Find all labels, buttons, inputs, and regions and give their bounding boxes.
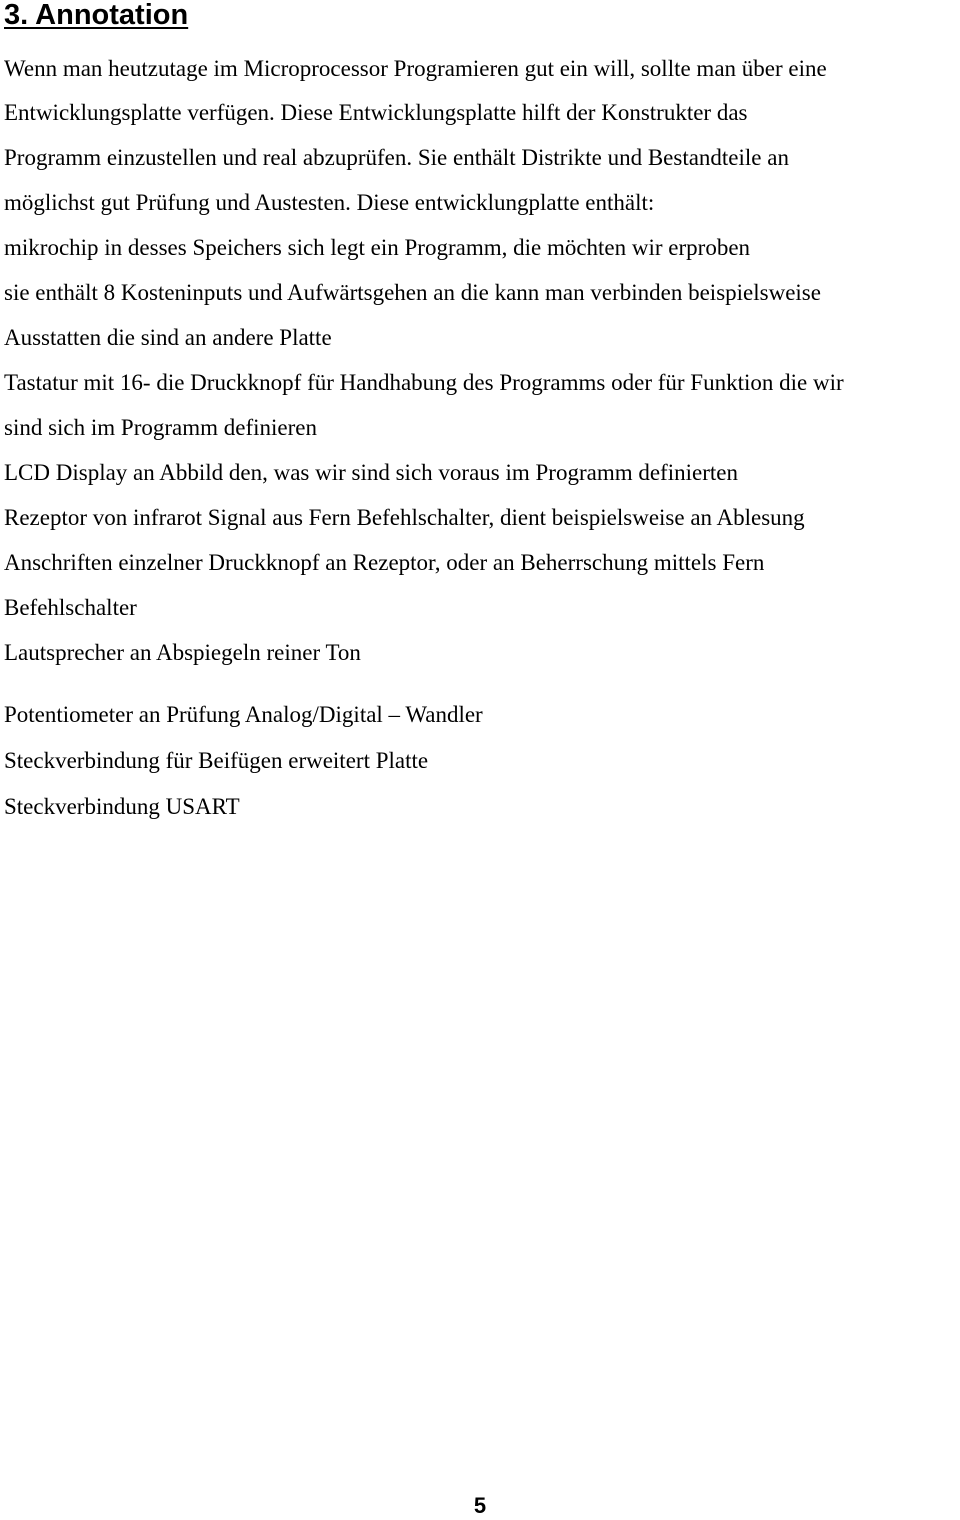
text-line: Rezeptor von infrarot Signal aus Fern Befehlschalter, dient beispielsweise an Ablesung <box>4 505 805 530</box>
text-line: Ausstatten die sind an andere Platte <box>4 325 332 350</box>
text-line: Programm einzustellen und real abzuprüfen. Sie enthält Distrikte und Bestandteile an <box>4 145 789 170</box>
text-line: sind sich im Programm definieren <box>4 415 317 440</box>
text-line: Wenn man heutzutage im Microprocessor Programieren gut ein will, sollte man über eine <box>4 56 827 81</box>
text-line: Befehlschalter <box>4 595 137 620</box>
text-line: Steckverbindung für Beifügen erweitert Platte <box>4 748 429 773</box>
text-line: Potentiometer an Prüfung Analog/Digital – Wandler <box>4 702 483 727</box>
section-heading: 3. Annotation <box>4 0 189 31</box>
text-line: Tastatur mit 16- die Druckknopf für Handhabung des Programms oder für Funktion die wir <box>4 370 844 395</box>
text-line: Entwicklungsplatte verfügen. Diese Entwicklungsplatte hilft der Konstrukter das <box>4 100 748 125</box>
text-line: Lautsprecher an Abspiegeln reiner Ton <box>4 640 361 665</box>
text-line: sie enthält 8 Kosteninputs und Aufwärtsgehen an die kann man verbinden beispielsweise <box>4 280 821 305</box>
text-line: Anschriften einzelner Druckknopf an Rezeptor, oder an Beherrschung mittels Fern <box>4 550 765 575</box>
text-line: mikrochip in desses Speichers sich legt ein Programm, die möchten wir erproben <box>4 235 751 260</box>
text-line: Steckverbindung USART <box>4 794 240 819</box>
text-line: möglichst gut Prüfung und Austesten. Diese entwicklungplatte enthält: <box>4 190 655 215</box>
page-number: 5 <box>473 1493 487 1518</box>
text-line: LCD Display an Abbild den, was wir sind sich voraus im Programm definierten <box>4 460 738 485</box>
